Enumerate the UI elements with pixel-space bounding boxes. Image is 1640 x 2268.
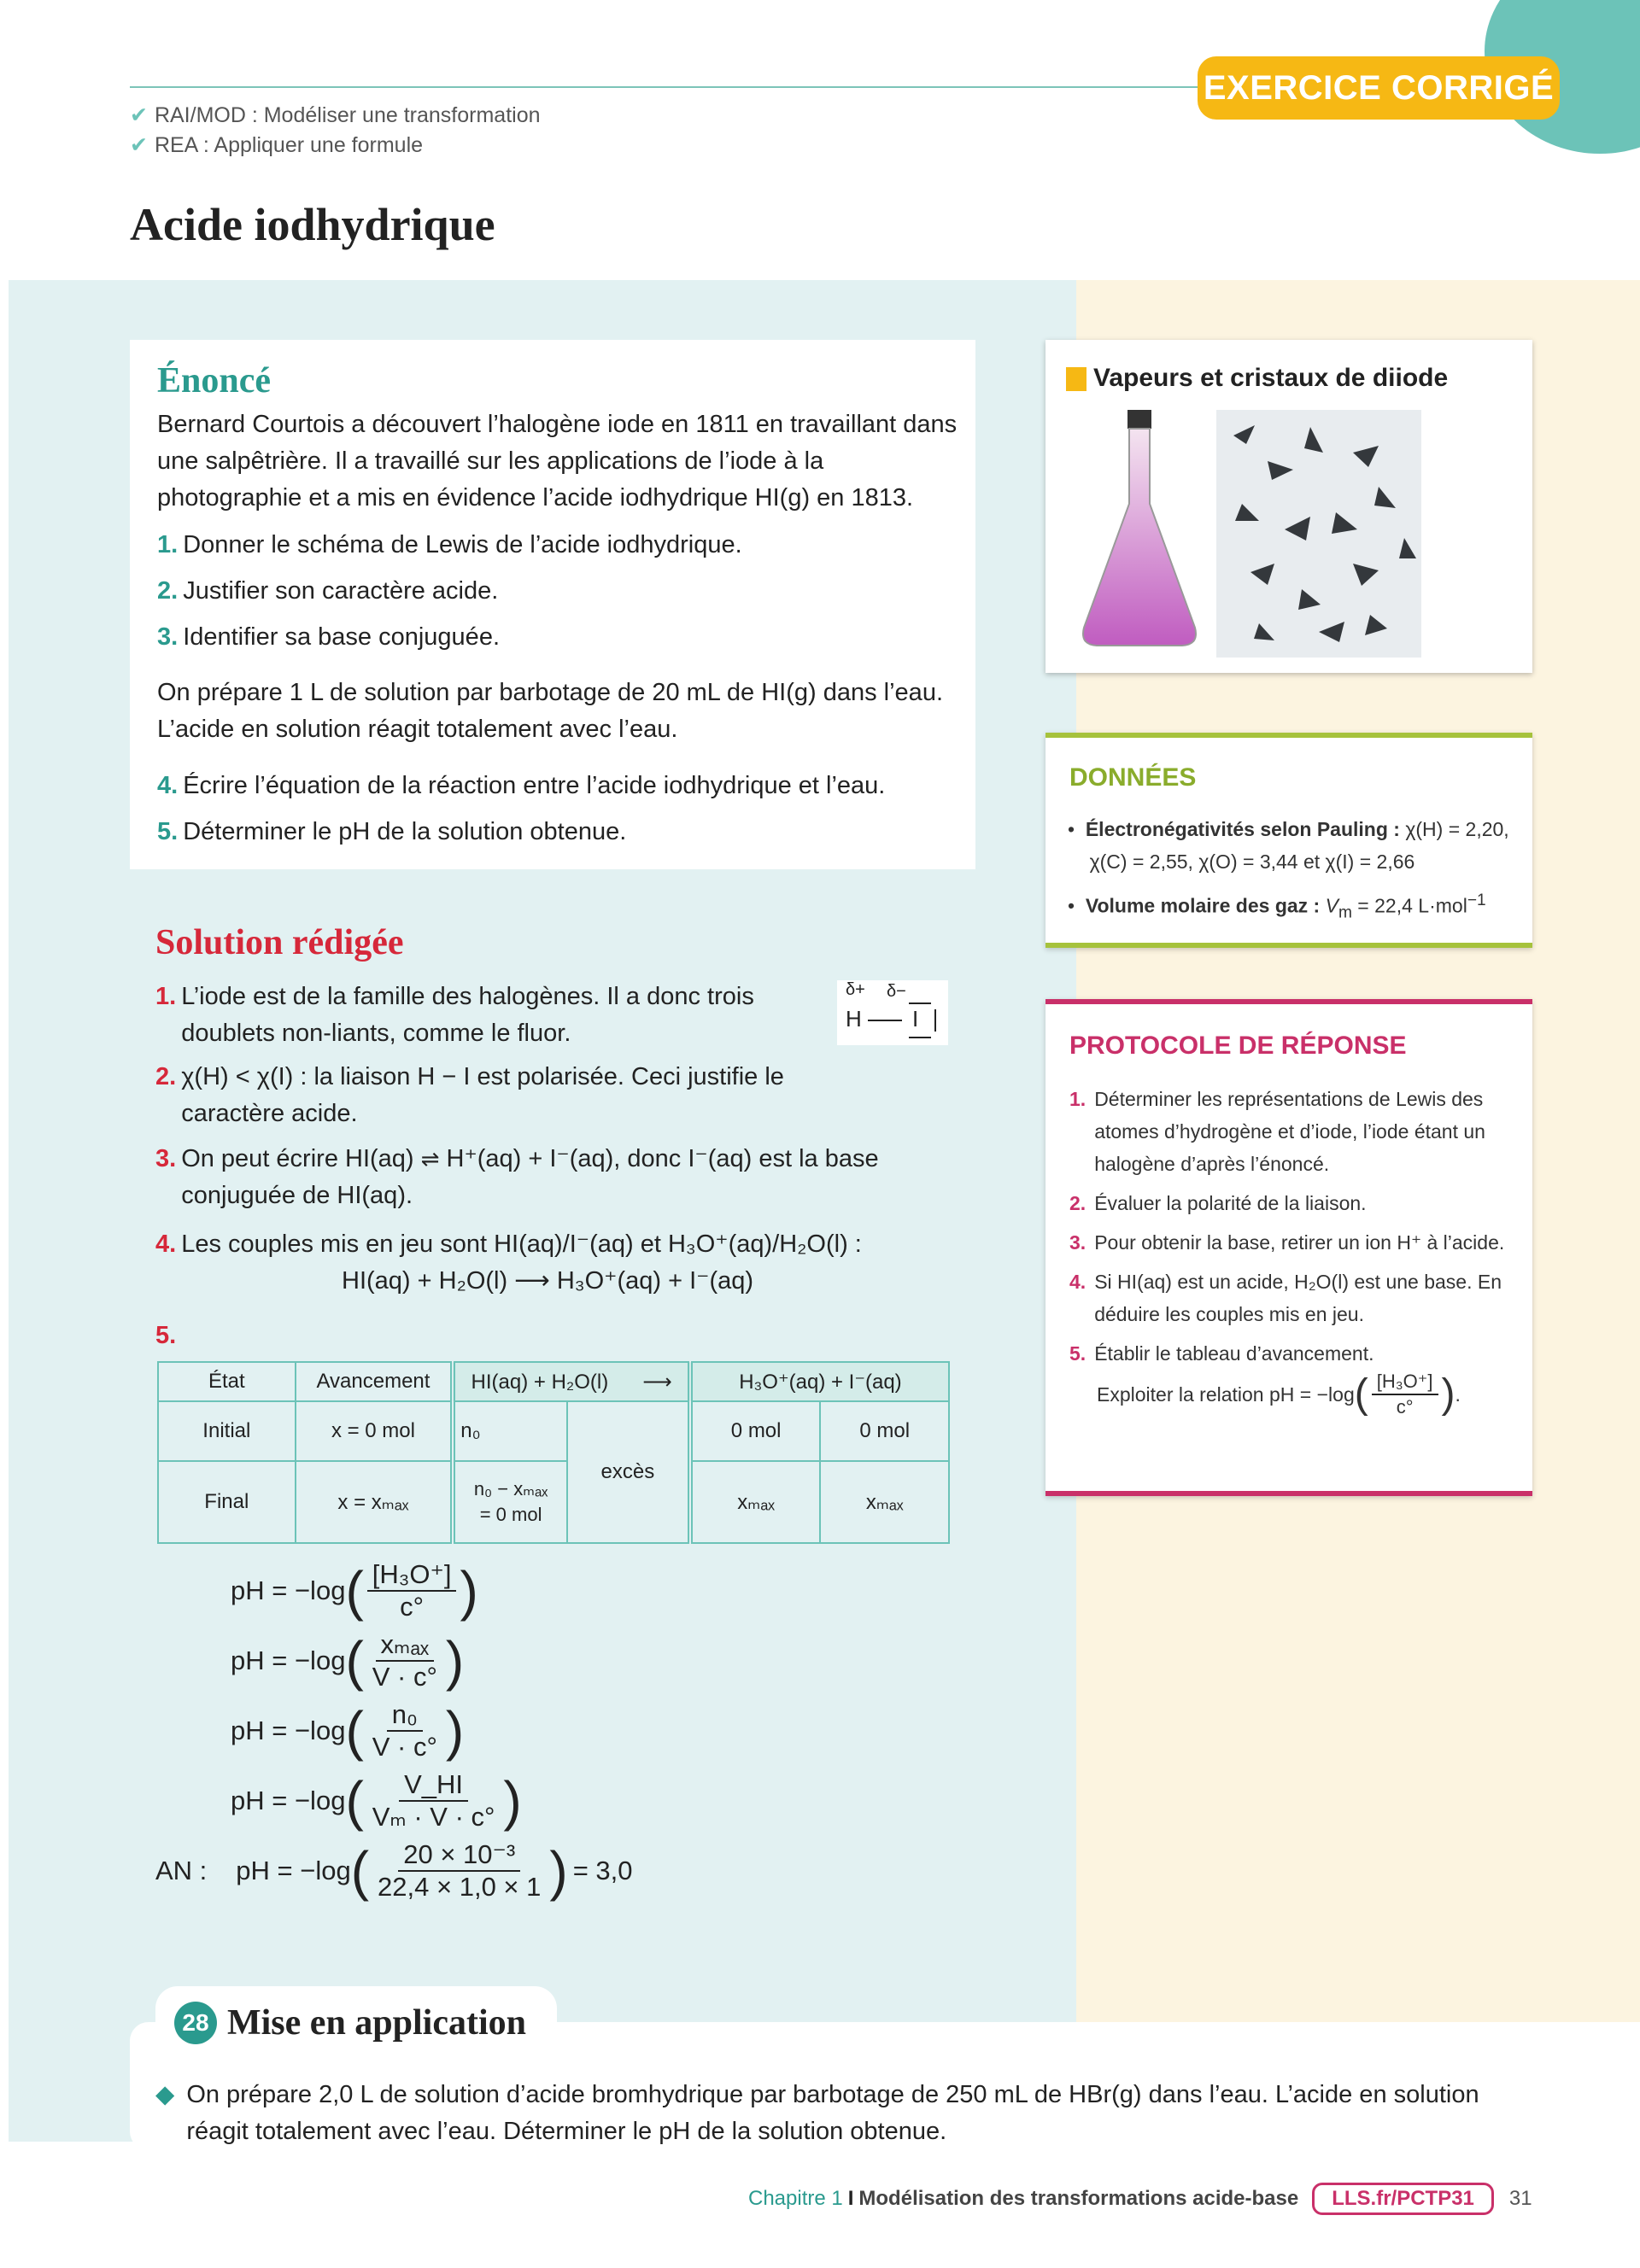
bullet-icon: • [1068,894,1075,917]
flask-icon [1083,429,1196,646]
protocole-item: 4. Si HI(aq) est un acide, H₂O(l) est une base. En déduire les couples mis en jeu. [1069,1271,1502,1325]
diiode-photo [1080,410,1421,658]
equilibrium-arrow-icon: ⇌ [420,1146,440,1172]
protocole-item: 2. Évaluer la polarité de la liaison. [1069,1192,1367,1214]
footer-separator: I [847,2187,854,2210]
atom-i: I [912,1006,919,1032]
lewis-structure [837,980,948,1045]
protocole-card [1046,999,1532,1496]
solution-item: 4. Les couples mis en jeu sont HI(aq)/I⁻(aq) et H₃O⁺(aq)/H₂O(l) : [155,1230,862,1258]
table-cell: excès [567,1401,690,1543]
question-item: 2. Justifier son caractère acide. [157,577,499,605]
footer-chapter-title: Modélisation des transformations acide-base [858,2187,1299,2210]
skill-line [130,102,541,128]
protocole-item: 5. Établir le tableau d’avancement. [1069,1342,1374,1365]
bullet-icon: • [1068,818,1075,840]
table-cell: xₘₐₓ [690,1461,821,1543]
protocole-heading: PROTOCOLE DE RÉPONSE [1069,1032,1407,1060]
protocole-list [1069,1083,1514,1419]
ph-formula: pH = −log ( $\frac{\text{[H₃O⁺]}}{c^\circ}$ ) [231,1559,478,1622]
table-header-row [158,1362,949,1401]
question-item: 5. Déterminer le pH de la solution obtenue. [157,818,627,845]
enonce-heading: Énoncé [157,361,272,400]
skill-text: RAI/MOD : Modéliser une transformation [154,103,541,127]
application-tab [155,1986,557,2055]
donnees-card [1046,733,1532,948]
square-bullet-icon [1066,367,1086,391]
question-item: 3. Identifier sa base conjuguée. [157,623,500,651]
skill-text: REA : Appliquer une formule [154,133,424,157]
footer [748,2183,1532,2215]
bond-line [868,1020,902,1021]
application-text: ◆ On prépare 2,0 L de solution d’acide bromhydrique par barbotage de 250 mL de HBr(g) dans l’eau. L’acide en solution réagit totalement avec l’eau. Déterminer le pH de la solution obtenue. [155,2077,1505,2150]
solution-item: 3. On peut écrire HI(aq) ⇌ H⁺(aq) + I⁻(aq), donc I⁻(aq) est la base conjuguée de HI(aq). [155,1145,879,1209]
table-row [158,1461,949,1543]
solution-item: 1. L’iode est de la famille des halogènes. Il a donc trois doublets non-liants, comme le fluor. [155,983,754,1047]
flask-stopper [1128,410,1151,429]
table-cell: xₘₐₓ [820,1461,949,1543]
enonce-card [130,340,975,869]
table-cell: 0 mol [820,1401,949,1461]
ph-formula: pH = −log ( $\frac{\text{n₀}}{V \cdot c^\circ}$ ) [231,1699,465,1762]
table-cell: 0 mol [690,1401,821,1461]
lone-pair [909,1037,931,1038]
table-cell: x = 0 mol [296,1401,454,1461]
donnees-heading: DONNÉES [1069,763,1197,792]
delta-minus-label: δ− [887,982,906,1001]
enonce-intro: Bernard Courtois a découvert l’halogène iode en 1811 en travaillant dans une salpêtrière. Il a travaillé sur les applications de l’iode à la photographie et a mis en évidence l’acide iodhydrique HI(g) en 1813. [157,411,958,511]
ph-formula: pH = −log ( $\frac{V\_HI}{\text{Vₘ · V · c°}}$ ) [231,1769,522,1832]
ph-formula: pH = −log ( $\frac{\text{xₘₐₓ}}{V \cdot c^\circ}$ ) [231,1629,465,1692]
application-title: 28 Mise en application [174,2002,526,2044]
protocole-formula: Exploiter la relation pH = −log ( $\frac{\text{[H₃O⁺]}}{c^\circ}$ ) . [1097,1371,1461,1418]
footer-chapter: Chapitre 1 [748,2187,843,2210]
solution-item: 5. [155,1322,177,1349]
exercise-number: 28 [174,2002,217,2044]
delta-plus-label: δ+ [846,980,865,999]
table-header: HI(aq) + H₂O(l) ⟶ [453,1362,690,1401]
ph-numeric-application: AN : pH = −log ( $\frac{\text{20 × 10⁻³}}{22,4 \times 1,0 \times 1}$ ) = 3,0 [155,1839,633,1902]
check-icon: ✔ [130,133,148,157]
question-item: 4. Écrire l’équation de la réaction entre l’acide iodhydrique et l’eau. [157,772,886,799]
question-list [157,769,960,849]
atom-h: H [846,1006,862,1032]
reaction-equation: HI(aq) + H₂O(l) ⟶ H₃O⁺(aq) + I⁻(aq) [342,1267,754,1295]
arrow-icon: ⟶ [514,1267,550,1295]
solution-heading: Solution rédigée [155,923,404,962]
enonce-middle: On prépare 1 L de solution par barbotage de 20 mL de HI(g) dans l’eau. L’acide en solution réagit totalement avec l’eau. [157,679,943,743]
table-row [158,1401,949,1461]
table-header: Avancement [296,1362,454,1401]
skill-line [130,132,423,158]
table-header: État [158,1362,296,1401]
photo-card [1046,340,1532,673]
table-cell: Initial [158,1401,296,1461]
table-cell: Final [158,1461,296,1543]
page-number: 31 [1508,2187,1532,2210]
exercise-badge: EXERCICE CORRIGÉ [1198,56,1560,120]
footer-link[interactable]: LLS.fr/PCTP31 [1312,2183,1494,2215]
diamond-bullet-icon: ◆ [155,2081,175,2108]
table-header: H₃O⁺(aq) + I⁻(aq) [690,1362,949,1401]
protocole-item: 3. Pour obtenir la base, retirer un ion H⁺ à l’acide. [1069,1231,1505,1254]
advancement-table [157,1361,950,1544]
protocole-item: 1. Déterminer les représentations de Lewis des atomes d’hydrogène et d’iode, l’iode étant un halogène d’après l’énoncé. [1069,1088,1485,1175]
table-cell: n₀ [453,1401,567,1461]
page-title: Acide iodhydrique [130,199,495,250]
table-cell: x = xₘₐₓ [296,1461,454,1543]
header-rule [130,86,1240,88]
check-icon: ✔ [130,103,148,127]
question-list [157,528,960,654]
question-item: 1. Donner le schéma de Lewis de l’acide iodhydrique. [157,531,742,558]
table-cell: n₀ − xₘₐₓ = 0 mol [453,1461,567,1543]
lone-pair [909,1002,931,1004]
donnees-item: • Électronégativités selon Pauling : χ(H) = 2,20, χ(C) = 2,55, χ(O) = 3,44 et χ(I) = 2,66 [1068,818,1509,873]
donnees-item: • Volume molaire des gaz : $V_m = 22,4$ L·mol$^{-1}$ [1068,891,1486,922]
solution-item: 2. χ(H) < χ(I) : la liaison H − I est polarisée. Ceci justifie le caractère acide. [155,1063,784,1127]
photo-title: Vapeurs et cristaux de diiode [1066,364,1448,393]
lone-pair [934,1009,936,1032]
